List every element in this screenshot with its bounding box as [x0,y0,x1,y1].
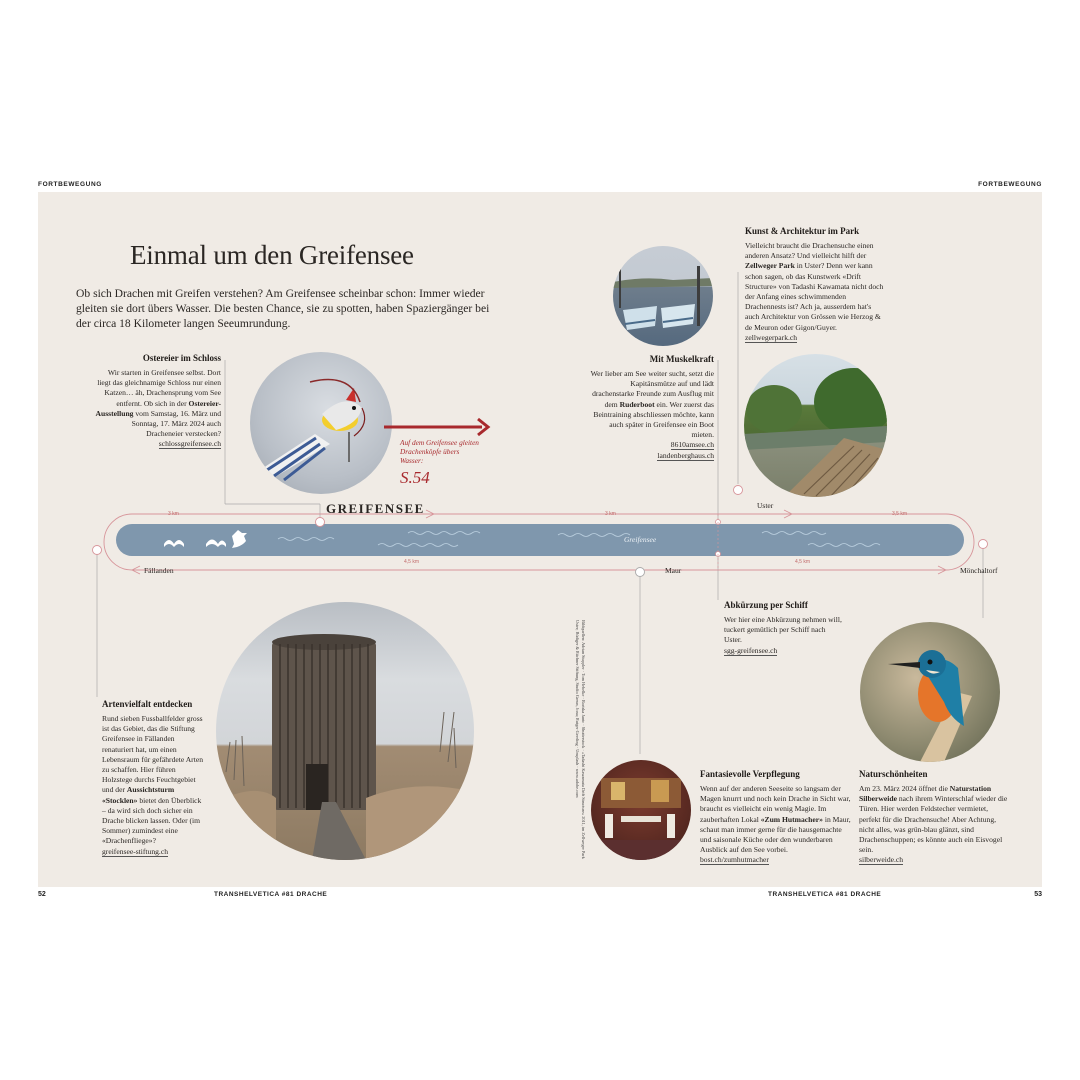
abkuerzung-title: Abkürzung per Schiff [724,600,808,610]
ostereier-title: Ostereier im Schloss [142,353,221,363]
artenvielfalt-box [102,699,206,857]
distance-top-left: 3 km [168,511,179,517]
verpflegung-box [700,769,852,866]
restaurant-illustration [591,760,691,860]
place-faellanden: Fällanden [144,566,174,575]
lake-label: GREIFENSEE [326,501,425,516]
running-head-right: FORTBEWEGUNG [978,181,1042,188]
distance-bottom-left: 4,5 km [404,559,420,565]
distance-bottom-right: 4,5 km [795,559,811,565]
place-uster: Uster [757,501,774,510]
muskelkraft-text: Wer lieber am See weiter sucht, setzt die Kapitänsmütze auf und lädt drachenstarke Freunde zum Ausflug mit dem Ruderboot ein. Wer zuerst das Beintraining abschliessen möchte, kann auch später in Greifensee ein Boot mieten. 8610amsee.ch landenberghaus.ch [590,369,714,460]
restaurant-photo [591,760,691,860]
abkuerzung-box [724,600,842,656]
observation-tower-photo [216,602,474,860]
distance-top-mid: 3 km [605,511,616,517]
dragon-caption: Auf dem Greifensee gleiten Drachenköpfe übers Wasser: [400,438,479,465]
verpflegung-link[interactable]: bost.ch/zumhutmacher [700,855,769,865]
abkuerzung-text: Wer hier eine Abkürzung nehmen will, tuckert gemütlich per Schiff nach Uster. sgg-greifensee.ch [724,615,842,655]
footer-magazine-left: TRANSHELVETICA #81 DRACHE [214,891,328,898]
page-title: Einmal um den Greifensee [130,240,414,270]
photo-credits: Bildquellen: Adrian Stuppler · Tom Hebelke · Boriska Jantc · Shutterstock · «Tadashi Kawamata Drift Structure» 2011, im Zellweger Park Uster; Rüdiger & Rüchner Stiftung, Studio Greun, Jona; Rutger Geerling · Unsplash · www.adobe.com [575,620,586,859]
footer-magazine-right: TRANSHELVETICA #81 DRACHE [768,891,882,898]
kunst-text: Vielleicht braucht die Drachensuche einen anderen Ansatz? Und vielleicht hilft der Zellweger Park in Uster? Denn wer kann schon sagen, ob das Kunstwerk «Drift Structure» von Tadashi Kawamata nicht doch der Anfang eines schwimmenden Drachennests ist? Ach ja, ausserdem hat's auch Architektur von Grössen wie Herzog & de Meuron oder Gigon/Guyer. zellwegerpark.ch [745,241,884,342]
artenvielfalt-title: Artenvielfalt entdecken [102,699,193,709]
kunst-title: Kunst & Architektur im Park [745,226,860,236]
page-reference[interactable]: S.54 [400,468,430,487]
muskelkraft-title: Mit Muskelkraft [649,354,714,364]
verpflegung-text: Wenn auf der anderen Seeseite so langsam der Magen knurrt und noch kein Drache in Sicht war, braucht es vielleicht ein wenig Magie. Im zauberhaften Lokal «Zum Hutmacher» in Maur, schaut man immer gerne für die hausgemachte und saisonale Küche oder den wunderbaren Ausblick auf den See vorbei. bost.ch/zumhutmacher [700,784,851,865]
ostereier-link[interactable]: schlossgreifensee.ch [158,439,221,449]
natur-box [859,769,1009,866]
muskelkraft-link-2[interactable]: landenberghaus.ch [657,450,714,460]
muskelkraft-link-1[interactable]: 8610amsee.ch [670,440,714,450]
running-head-left: FORTBEWEGUNG [38,181,102,188]
lake-name: Greifensee [624,535,657,544]
page-number-left: 52 [38,891,46,898]
kunst-link[interactable]: zellwegerpark.ch [745,332,798,342]
artenvielfalt-link[interactable]: greifensee-stiftung.ch [102,846,168,856]
kingfisher-photo [860,622,1000,762]
ostereier-text: Wir starten in Greifensee selbst. Dort liegt das gleichnamige Schloss nur einen Katzen… äh, Drachensprung vom See entfernt. Ob sich in der Ostereier-Ausstellung vom Samstag, 16. März und Sonntag, 17. März 2024 auch Dracheneier verstecken? schlossgreifensee.ch [95,368,221,449]
magazine-spread [38,192,1042,887]
lead-paragraph: Ob sich Drachen mit Greifen verstehen? Am Greifensee scheinbar schon: Immer wieder gleiten sie dort übers Wasser. Die besten Chance, sie zu spotten, haben Spaziergänger bei der circa 18 Kilometer langen Seeumrundung. [76,287,490,331]
natur-link[interactable]: silberweide.ch [859,855,904,865]
natur-text: Am 23. März 2024 öffnet die Naturstation Silberweide nach ihrem Winterschlaf wieder die Türen. Hier werden Feldstecher vermietet, perfekt für die Drachensuche! Aber Achtung, nicht alles, was grün-blau glänzt, sind Drachenschuppen; es könnte auch ein Eisvogel sein. silberweide.ch [859,784,1008,865]
place-maur: Maur [665,566,682,575]
abkuerzung-link[interactable]: sgg-greifensee.ch [724,645,778,655]
verpflegung-title: Fantasievolle Verpflegung [700,769,800,779]
artenvielfalt-text: Rund sieben Fussballfelder gross ist das Gebiet, das die Stiftung Greifensee in Fällanden renaturiert hat, um einen Lebensraum für gefährdete Arten zu schaffen. Hier führen Holzstege durchs Feuchtgebiet und der Aussichtsturm «Stocklen» bietet den Überblick – da wird sich doch sicher ein Drache blicken lassen. Oder (im Sommer) zumindest eine «Drachenfliege»? greifensee-stiftung.ch [102,714,203,856]
tower-illustration [216,602,474,860]
natur-title: Naturschönheiten [859,769,928,779]
page-number-right: 53 [1034,891,1042,898]
distance-top-right: 3,5 km [892,511,908,517]
place-moenchaltorf: Mönchaltorf [960,566,998,575]
kingfisher-illustration [860,622,1000,762]
